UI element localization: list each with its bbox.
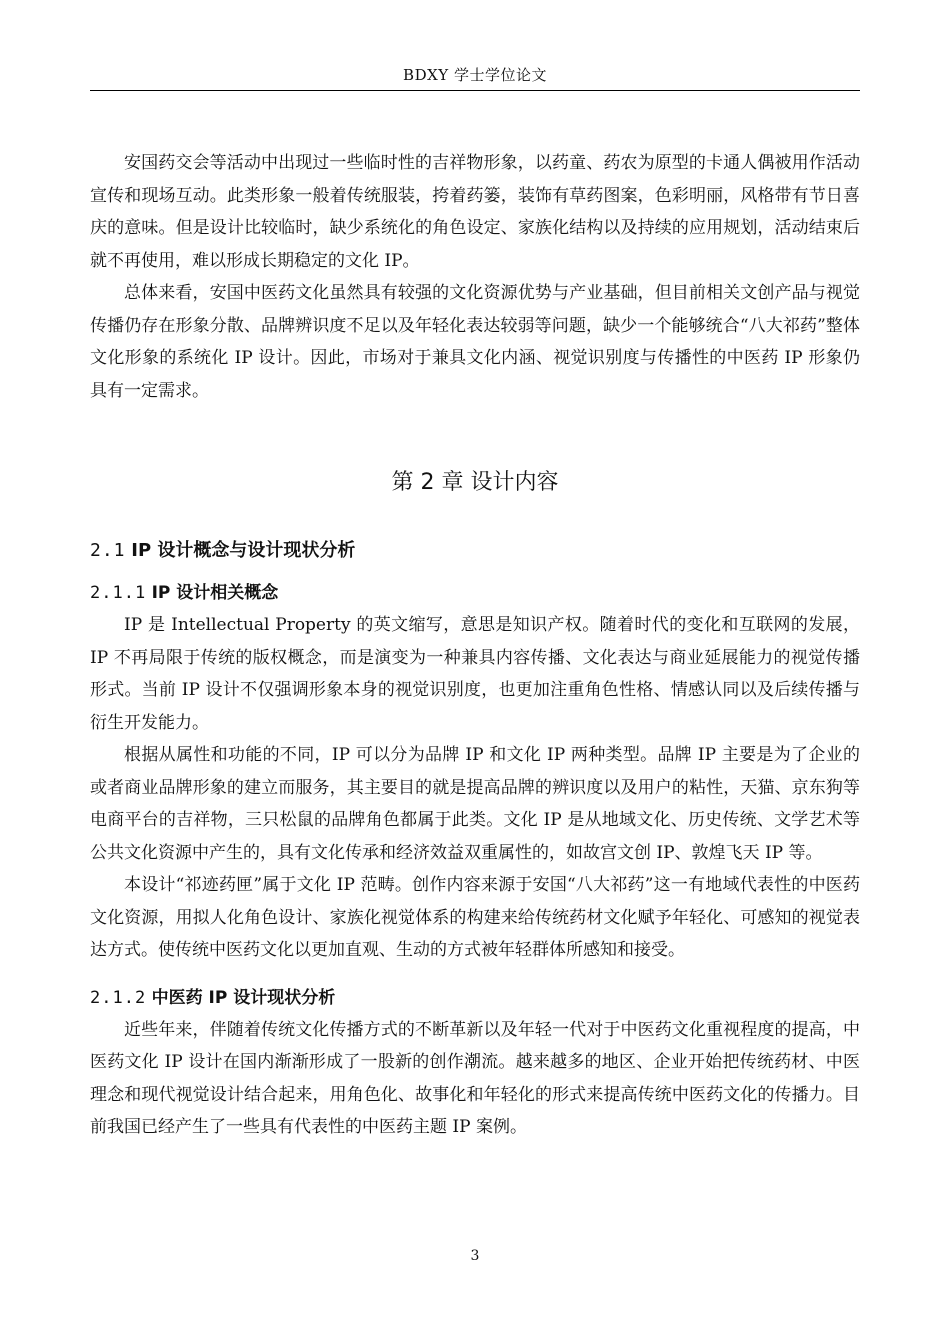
body-paragraph: 安国药交会等活动中出现过一些临时性的吉祥物形象，以药童、药农为原型的卡通人偶被用作活动宣传和现场互动。此类形象一般着传统服装，挎着药篓，装饰有草药图案，色彩明丽，风格带有节日喜庆的意味。但是设计比较临时，缺少系统化的角色设定、家族化结构以及持续的应用规划，活动结束后就不再使用，难以形成长期稳定的文化 IP。 [90, 153, 860, 271]
body-paragraph: 根据从属性和功能的不同，IP 可以分为品牌 IP 和文化 IP 两种类型。品牌 IP 主要是为了企业的或者商业品牌形象的建立而服务，其主要目的就是提高品牌的辨识度以及用户的粘性，天猫、京东狗等电商平台的吉祥物，三只松鼠的品牌角色都属于此类。文化 IP 是从地域文化、历史传统、文学艺术等公共文化资源中产生的，具有文化传承和经济效益双重属性的，如故宫文创 IP、敦煌飞天 IP 等。 [90, 745, 860, 863]
page-number: 3 [470, 1248, 480, 1264]
section-heading-2-1-2 [90, 983, 860, 1008]
body-paragraph: IP 是 Intellectual Property 的英文缩写，意思是知识产权。随着时代的变化和互联网的发展，IP 不再局限于传统的版权概念，而是演变为一种兼具内容传播、文化表达与商业延展能力的视觉传播形式。当前 IP 设计不仅强调形象本身的视觉识别度，也更加注重角色性格、情感认同以及后续传播与衍生开发能力。 [90, 615, 860, 733]
section-title: 中医药 IP 设计现状分析 [151, 987, 336, 1008]
section-title: IP 设计相关概念 [151, 583, 279, 603]
running-header: BDXY 学士学位论文 [403, 66, 547, 84]
page-body [90, 147, 860, 1144]
section-number: 2.1.1 [90, 583, 147, 603]
body-paragraph: 本设计“祁迹药匣”属于文化 IP 范畴。创作内容来源于安国“八大祁药”这一有地域代表性的中医药文化资源，用拟人化角色设计、家族化视觉体系的构建来给传统药材文化赋予年轻化、可感知的视觉表达方式。使传统中医药文化以更加直观、生动的方式被年轻群体所感知和接受。 [90, 875, 860, 960]
section-number: 2.1.2 [90, 987, 147, 1008]
body-paragraph: 近些年来，伴随着传统文化传播方式的不断革新以及年轻一代对于中医药文化重视程度的提高，中医药文化 IP 设计在国内渐渐形成了一股新的创作潮流。越来越多的地区、企业开始把传统药材、中医理念和现代视觉设计结合起来，用角色化、故事化和年轻化的形式来提高传统中医药文化的传播力。目前我国已经产生了一些具有代表性的中医药主题 IP 案例。 [90, 1019, 860, 1137]
header-rule [90, 90, 860, 91]
section-title: IP 设计概念与设计现状分析 [131, 540, 356, 561]
body-paragraph: 总体来看，安国中医药文化虽然具有较强的文化资源优势与产业基础，但目前相关文创产品与视觉传播仍存在形象分散、品牌辨识度不足以及年轻化表达较弱等问题，缺少一个能够统合“八大祁药”整体文化形象的系统化 IP 设计。因此，市场对于兼具文化内涵、视觉识别度与传播性的中医药 IP 形象仍具有一定需求。 [90, 283, 860, 401]
section-heading-2-1-1 [90, 578, 860, 603]
section-number: 2.1 [90, 540, 126, 561]
chapter-title: 第 2 章 设计内容 [391, 470, 559, 495]
section-heading-2-1 [90, 536, 860, 562]
